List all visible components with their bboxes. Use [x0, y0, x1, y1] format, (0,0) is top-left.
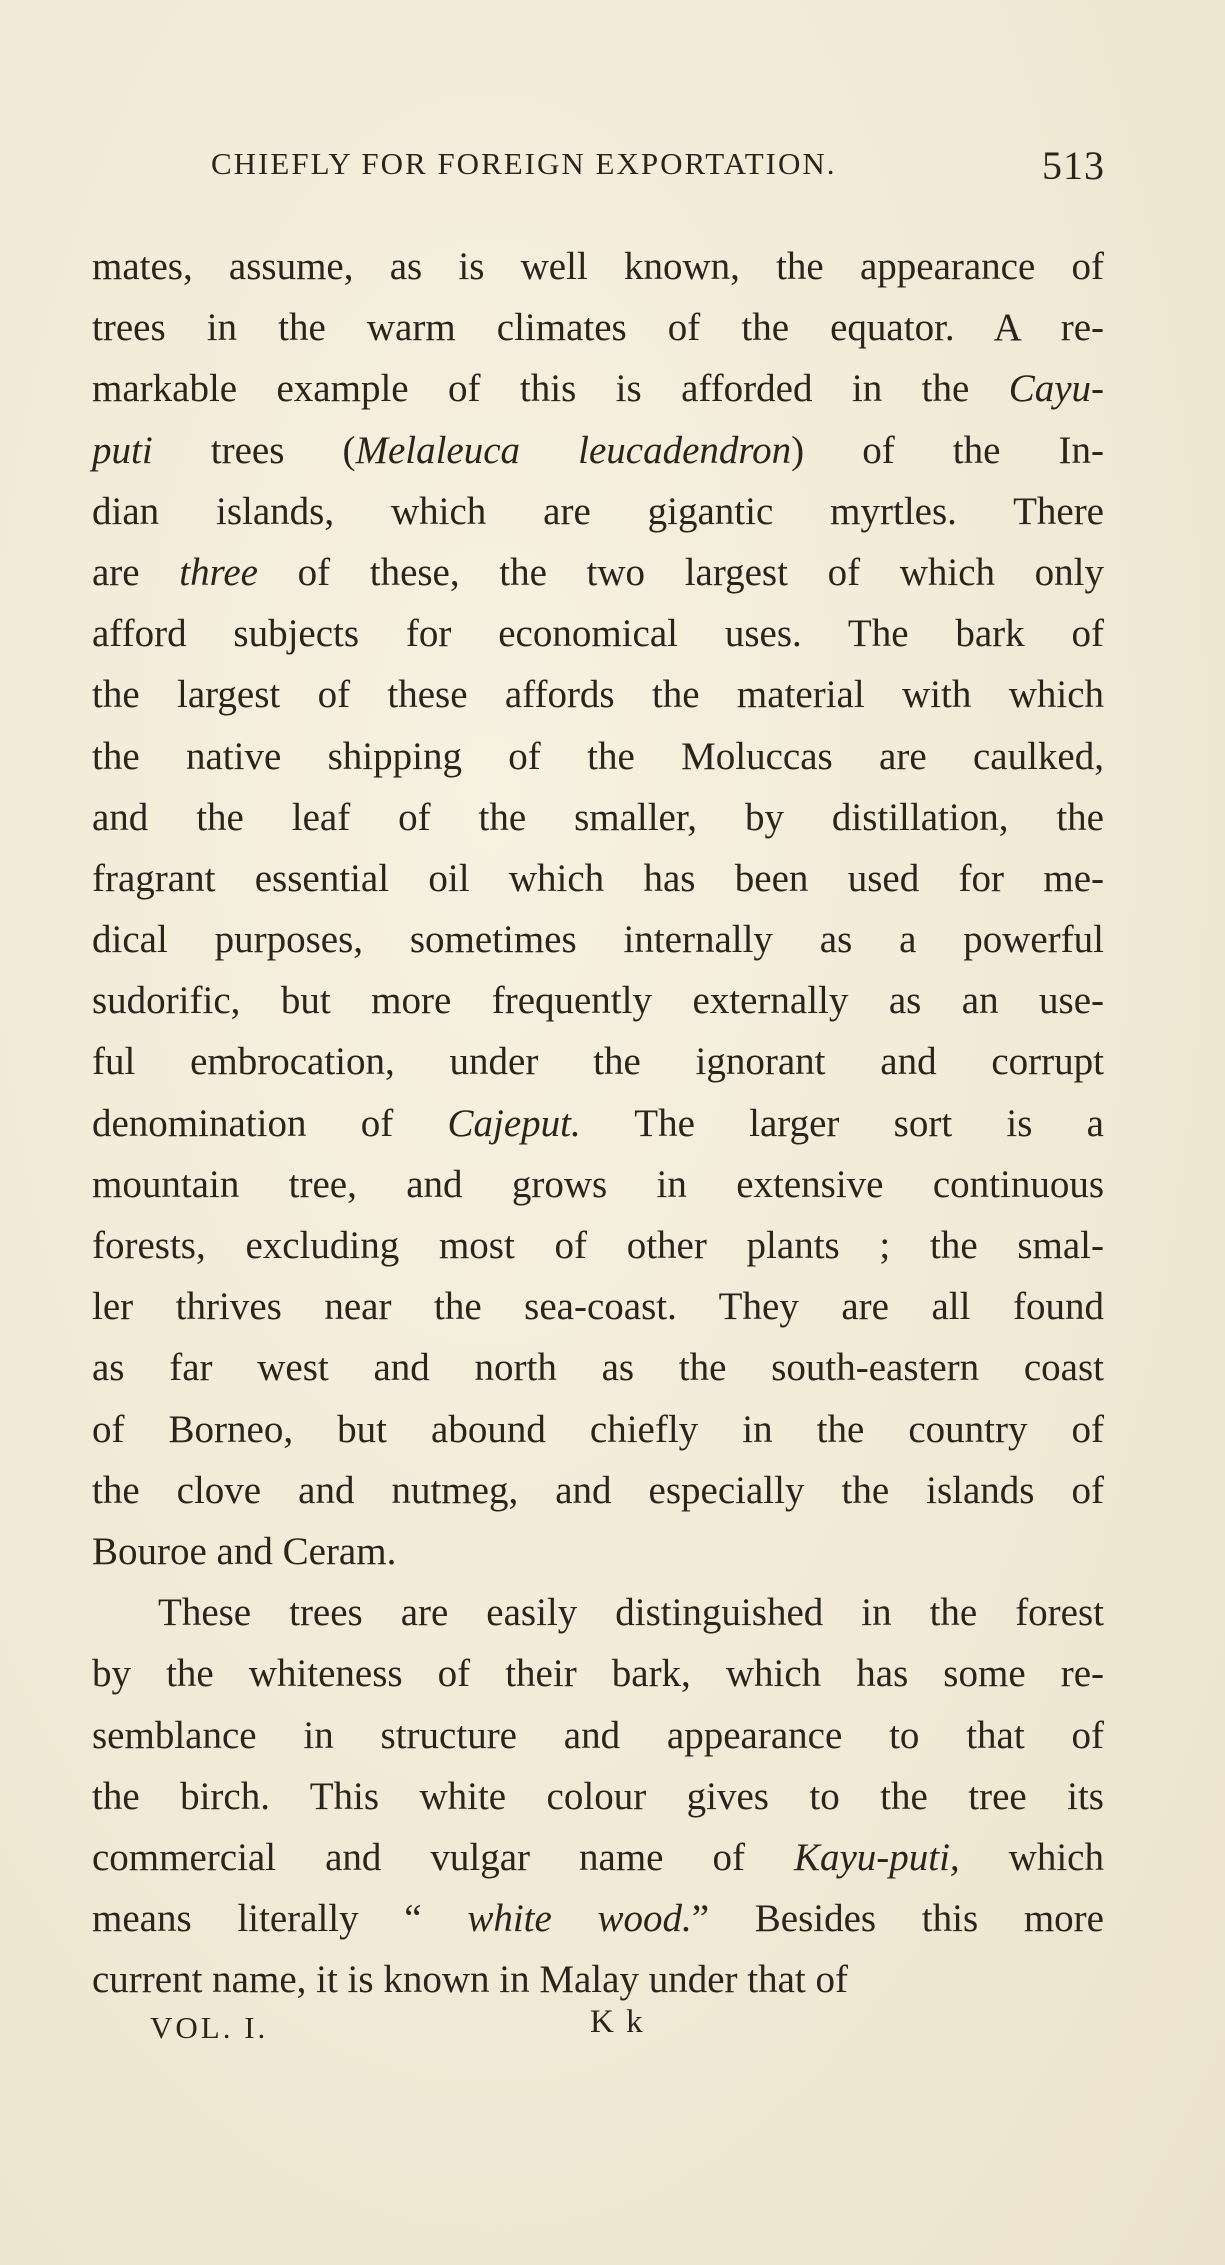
text-span: trees in the warm climates of the equator. A re-	[92, 306, 1104, 350]
text-line	[92, 909, 1104, 970]
text-line	[92, 787, 1104, 848]
text-span: the native shipping of the Moluccas are caulked,	[92, 734, 1104, 778]
text-line	[92, 1399, 1104, 1460]
text-span: means literally “	[92, 1897, 468, 1941]
text-span: Bouroe and Ceram.	[92, 1529, 397, 1573]
text-line	[92, 1888, 1104, 1949]
text-span: The larger sort is a	[580, 1101, 1104, 1145]
text-span: dical purposes, sometimes internally as a powerful	[92, 918, 1104, 962]
volume-label: VOL. I.	[150, 2010, 269, 2045]
text-span: commercial and vulgar name of	[92, 1835, 794, 1879]
italic-text: three	[179, 550, 258, 594]
text-span: forests, excluding most of other plants ; the smal-	[92, 1224, 1104, 1267]
text-line	[92, 1276, 1104, 1337]
text-span: denomination of	[92, 1101, 448, 1145]
text-span: trees (	[152, 428, 356, 472]
text-span: fragrant essential oil which has been used for me-	[92, 856, 1104, 900]
text-span: markable example of this is afforded in the	[92, 367, 1009, 411]
italic-text: puti	[92, 428, 153, 472]
text-line	[92, 848, 1104, 909]
italic-text: white wood.	[467, 1897, 692, 1941]
text-line	[92, 1827, 1104, 1888]
text-line	[92, 1460, 1104, 1521]
text-span: which	[959, 1835, 1104, 1879]
text-span: ler thrives near the sea-coast. They are all found	[92, 1285, 1104, 1329]
text-span: semblance in structure and appearance to that of	[92, 1713, 1104, 1757]
text-line	[92, 1337, 1104, 1398]
text-span: ) of the In-	[791, 428, 1104, 472]
text-line	[92, 1949, 1104, 2010]
text-span: the clove and nutmeg, and especially the islands of	[92, 1468, 1104, 1512]
text-line	[92, 664, 1104, 725]
text-span: ful embrocation, under the ignorant and corrupt	[92, 1040, 1104, 1084]
italic-text: Kayu-puti,	[793, 1835, 960, 1879]
text-line	[92, 1643, 1104, 1704]
text-line	[92, 603, 1104, 664]
text-span: mates, assume, as is well known, the appearance of	[92, 245, 1104, 288]
text-span: of Borneo, but abound chiefly in the country of	[92, 1407, 1104, 1451]
text-span: current name, it is known in Malay under that of	[92, 1958, 848, 2002]
text-line	[92, 970, 1104, 1031]
text-line	[92, 420, 1104, 481]
text-line	[92, 297, 1104, 358]
running-title: CHIEFLY FOR FOREIGN EXPORTATION.	[211, 146, 837, 181]
italic-text: Melaleuca leucadendron	[355, 428, 792, 472]
text-span: and the leaf of the smaller, by distillation, the	[92, 795, 1104, 839]
text-span: of these, the two largest of which only	[257, 550, 1105, 594]
text-line	[92, 1093, 1104, 1154]
text-span: sudorific, but more frequently externally as an use-	[92, 979, 1104, 1023]
paragraph	[92, 236, 1104, 1582]
text-line	[92, 1031, 1104, 1092]
italic-text: Cayu-	[1008, 367, 1104, 411]
text-line	[92, 1154, 1104, 1215]
text-span: afford subjects for economical uses. The bark of	[92, 612, 1104, 656]
text-span: the largest of these affords the material with which	[92, 673, 1104, 717]
text-line	[92, 481, 1104, 542]
text-line	[92, 726, 1104, 787]
text-line	[92, 1705, 1104, 1766]
text-line	[92, 542, 1104, 603]
text-span: are	[92, 550, 180, 594]
text-span: dian islands, which are gigantic myrtles. There	[92, 489, 1104, 533]
text-span: by the whiteness of their bark, which has some re-	[92, 1652, 1104, 1696]
text-line	[92, 1766, 1104, 1827]
italic-text: Cajeput.	[447, 1101, 581, 1145]
signature-mark: K k	[590, 2004, 645, 2040]
text-line	[92, 236, 1104, 297]
text-span: These trees are easily distinguished in the forest	[158, 1591, 1104, 1635]
body-text	[92, 236, 1104, 2010]
text-span: the birch. This white colour gives to the tree its	[92, 1774, 1104, 1818]
text-line	[92, 1582, 1104, 1643]
text-line	[92, 1521, 1104, 1582]
page-number: 513	[1042, 143, 1105, 188]
text-line	[92, 358, 1104, 419]
page-footer	[150, 2004, 850, 2060]
running-head	[205, 142, 1105, 192]
paragraph	[92, 1582, 1104, 2010]
text-span: ” Besides this more	[691, 1897, 1104, 1941]
text-line	[92, 1215, 1104, 1276]
text-span: as far west and north as the south-eastern coast	[92, 1346, 1104, 1390]
text-span: mountain tree, and grows in extensive continuous	[92, 1162, 1104, 1206]
